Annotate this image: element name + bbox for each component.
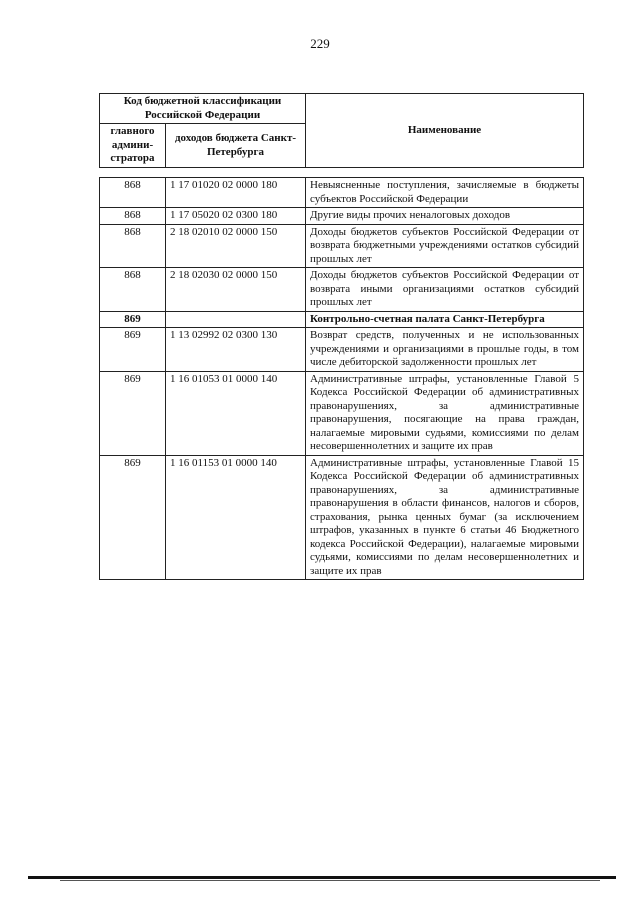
name-cell: Административные штрафы, установленные Главой 5 Кодекса Российской Федерации об административных правонарушениях, за административные правонарушения, посягающие на права граждан, налагаемые мировыми судьями, комиссиями по делам несовершеннолетних и защите их прав: [306, 371, 584, 455]
name-cell: Контрольно-счетная палата Санкт-Петербурга: [306, 311, 584, 328]
admin-code-cell: 869: [100, 328, 166, 372]
table-row: [100, 224, 584, 268]
name-cell: Доходы бюджетов субъектов Российской Федерации от возврата иными организациями остатков субсидий прошлых лет: [306, 268, 584, 312]
name-cell: Административные штрафы, установленные Главой 15 Кодекса Российской Федерации об административных правонарушениях, за административные правонарушения в области финансов, налогов и сборов, страхования, рынка ценных бумаг (за исключением штрафов, указанных в пункте 6 статьи 46 Бюджетного кодекса Российской Федерации), налагаемые мировыми судьями, комиссиями по делам несовершеннолетних и защите их прав: [306, 455, 584, 580]
income-column-header: доходов бюджета Санкт-Петербурга: [166, 124, 306, 168]
admin-code-cell: 868: [100, 178, 166, 208]
code-group-header: Код бюджетной классификации Российской Федерации: [100, 94, 306, 124]
table-row: [100, 208, 584, 225]
admin-code-cell: 868: [100, 208, 166, 225]
table-row: [100, 178, 584, 208]
admin-code-cell: 869: [100, 455, 166, 580]
table-row: [100, 328, 584, 372]
table-row: [100, 311, 584, 328]
table-row: [100, 268, 584, 312]
income-code-cell: 2 18 02030 02 0000 150: [166, 268, 306, 312]
bottom-rule: [28, 876, 616, 879]
admin-code-cell: 869: [100, 311, 166, 328]
bottom-rule-thin: [60, 880, 600, 881]
income-code-cell: 1 17 05020 02 0300 180: [166, 208, 306, 225]
name-column-header: Наименование: [306, 94, 584, 168]
income-code-cell: 1 16 01153 01 0000 140: [166, 455, 306, 580]
income-code-cell: 1 16 01053 01 0000 140: [166, 371, 306, 455]
income-code-cell: 2 18 02010 02 0000 150: [166, 224, 306, 268]
name-cell: Доходы бюджетов субъектов Российской Федерации от возврата бюджетными учреждениями остатков субсидий прошлых лет: [306, 224, 584, 268]
table-row: [100, 371, 584, 455]
income-code-cell: [166, 311, 306, 328]
name-cell: Невыясненные поступления, зачисляемые в бюджеты субъектов Российской Федерации: [306, 178, 584, 208]
name-cell: Возврат средств, полученных и не использованных учреждениями и организациями в прошлые годы, в том числе дебиторской задолженности прошлых лет: [306, 328, 584, 372]
admin-code-cell: 868: [100, 224, 166, 268]
name-cell: Другие виды прочих неналоговых доходов: [306, 208, 584, 225]
header-table: [99, 93, 584, 168]
page-number: 229: [310, 36, 330, 51]
admin-code-cell: 869: [100, 371, 166, 455]
income-code-cell: 1 13 02992 02 0300 130: [166, 328, 306, 372]
income-code-cell: 1 17 01020 02 0000 180: [166, 178, 306, 208]
body-table: [99, 177, 584, 580]
admin-column-header: главного админи-стратора: [100, 124, 166, 168]
table-row: [100, 455, 584, 580]
admin-code-cell: 868: [100, 268, 166, 312]
